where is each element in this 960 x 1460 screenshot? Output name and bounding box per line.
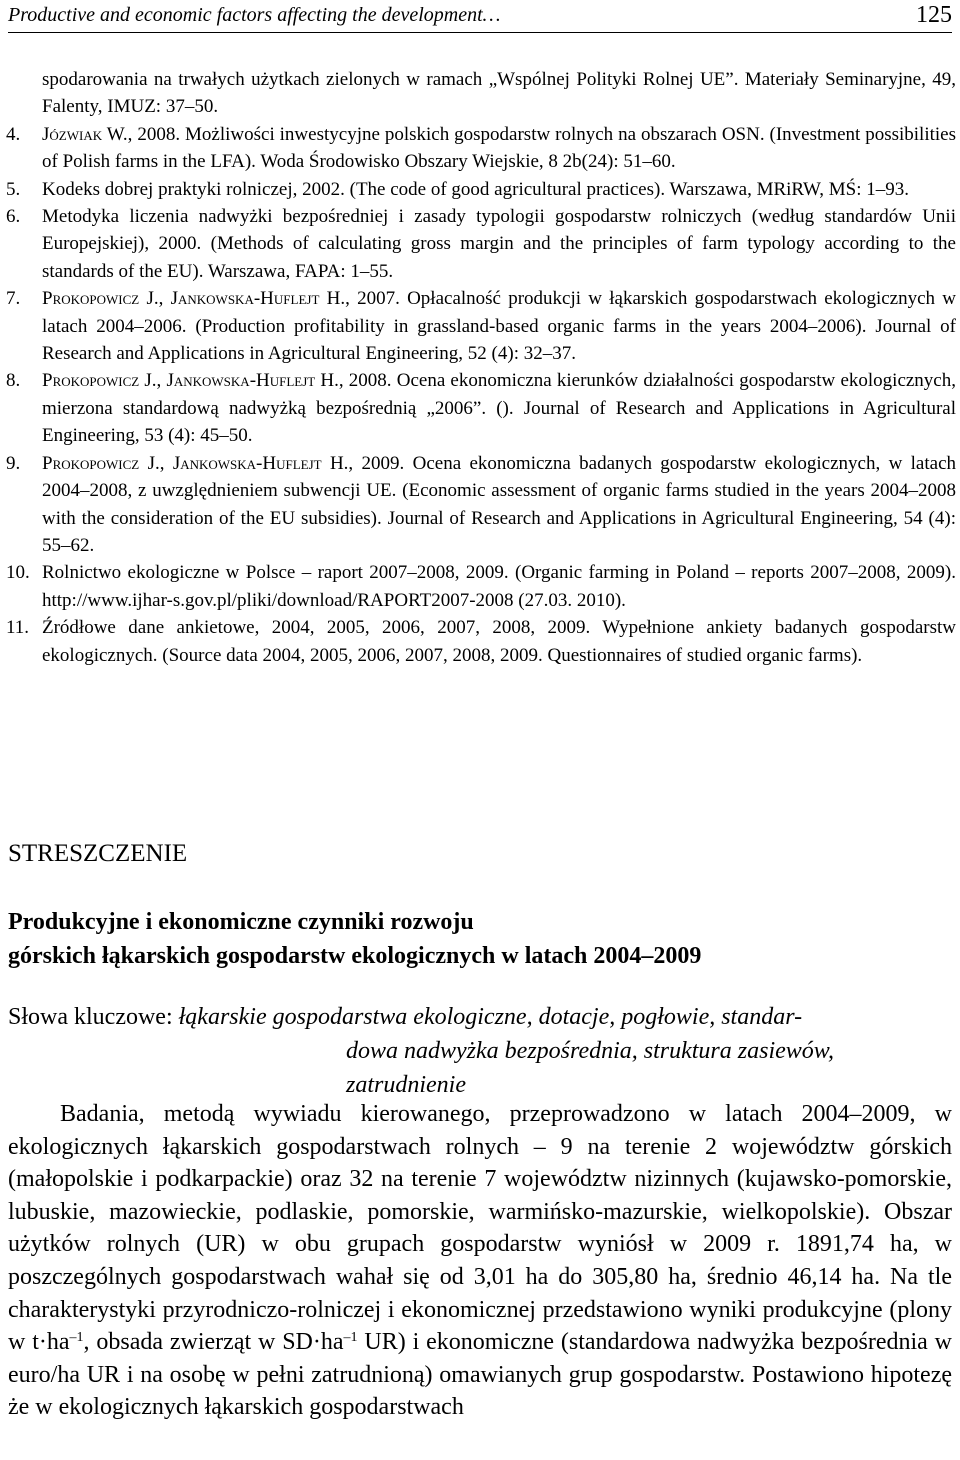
reference-number: 5. [6, 178, 21, 200]
reference-item [42, 66, 956, 121]
reference-number: 9. [6, 452, 21, 474]
reference-item [6, 450, 957, 560]
abstract-paragraph [8, 1098, 952, 1424]
reference-text: Ocena ekonomiczna badanych gospodarstw ekologicznych, w latach 2004–2008, z uwzględnieniem subwencji UE. (Economic assessment of organic farms studied in the years 2004–2008 with the consideration of the EU subsidies). Journal of Research and Applications in Agricultural Engineering, 54 (4): 55–62. [42, 452, 957, 556]
section-heading: STRESZCZENIE [8, 840, 188, 867]
reference-item [6, 559, 956, 614]
reference-number: 10. [6, 562, 30, 584]
reference-authors: Prokopowicz J., Jankowska-Huflejt H., 2009. [42, 452, 405, 474]
summary-title [8, 905, 952, 973]
reference-text: Ocena ekonomiczna kierunków działalności gospodarstw ekologicznych, mierzona standardową nadwyżką bezpośrednią „2006”. (). Journal of Research and Applications in Agricultural Engineering, 53 (4): 45–50. [42, 370, 956, 447]
running-header [8, 2, 952, 33]
reference-item [6, 203, 956, 285]
reference-author-rest: W., 2008. [102, 123, 181, 145]
reference-number: 8. [6, 370, 21, 392]
reference-text: Metodyka liczenia nadwyżki bezpośredniej i zasady typologii gospodarstw rolniczych (według standardów Unii Europejskiej), 2000. (Methods of calculating gross margin and the principles of farm typology according to the standards of the EU). Warszawa, FAPA: 1–55. [42, 206, 956, 282]
reference-item [6, 121, 956, 176]
abstract-text: Badania, metodą wywiadu kierowanego, przeprowadzono w latach 2004–2009, w ekologicznych łąkarskich gospodarstwach rolnych – 9 na terenie 2 województw górskich (małopolskie i podkarpackie) oraz 32 na terenie 7 województw nizinnych (kujawsko-pomorskie, lubuskie, mazowieckie, podlaskie, pomorskie, warmińsko-mazurskie, wielkopolskie). Obszar użytków rolnych (UR) w obu grupach gospodarstw wyniósł w 2009 r. 1891,74 ha, w poszczególnych gospodarstwach wahał się od 3,01 ha do 305,80 ha, średnio 46,14 ha. Na tle charakterystyki przyrodniczo-rolniczej i ekonomicznej przedstawiono wyniki produkcyjne (plony w t·ha [8, 1101, 952, 1356]
reference-author: Józwiak [42, 123, 103, 145]
reference-number: 4. [6, 123, 21, 145]
abstract-superscript: –1 [69, 1330, 84, 1346]
reference-text: Możliwości inwestycyjne polskich gospodarstw rolnych na obszarach OSN. (Investment possibilities of Polish farms in the LFA). Woda Środowisko Obszary Wiejskie, 8 2b(24): 51–60. [42, 123, 956, 173]
keywords [8, 1000, 952, 1102]
reference-authors: Prokopowicz J., Jankowska-Huflejt H., 2008. [42, 370, 392, 392]
reference-text: Źródłowe dane ankietowe, 2004, 2005, 2006, 2007, 2008, 2009. Wypełnione ankiety badanych gospodarstw ekologicznych. (Source data 2004, 2005, 2006, 2007, 2008, 2009. Questionnaires of studied organic farms). [42, 617, 956, 666]
reference-authors: Prokopowicz J., Jankowska-Huflejt H., 2007. [42, 288, 400, 310]
reference-item [6, 176, 956, 203]
keywords-text: łąkarskie gospodarstwa ekologiczne, dotacje, pogłowie, standar- [178, 1004, 803, 1030]
reference-number: 7. [6, 288, 21, 310]
reference-item [6, 367, 956, 449]
keywords-label: Słowa kluczowe: [8, 1004, 179, 1030]
reference-list [6, 66, 957, 669]
reference-text: Rolnictwo ekologiczne w Polsce – raport 2007–2008, 2009. (Organic farming in Poland – reports 2007–2008, 2009). http://www.ijhar-s.gov.pl/pliki/download/RAPORT2007-2008 (27.03. 2010). [42, 562, 956, 611]
reference-text: spodarowania na trwałych użytkach zielonych w ramach „Wspólnej Polityki Rolnej UE”. Materiały Seminaryjne, 49, Falenty, IMUZ: 37–50. [42, 69, 956, 118]
summary-title-line: górskich łąkarskich gospodarstw ekologicznych w latach 2004–2009 [8, 943, 702, 969]
reference-number: 11. [6, 617, 30, 639]
abstract-text: , obsada zwierząt w SD·ha [83, 1329, 344, 1356]
reference-item [6, 614, 956, 669]
reference-item [6, 285, 956, 367]
running-title: Productive and economic factors affecting the development… [8, 4, 501, 26]
reference-number: 6. [6, 206, 21, 228]
abstract-text: UR) i ekonomiczne (standardowa nadwyżka bezpośrednia w euro/ha UR i na osobę w pełni zatrudnioną) omawianych grup gospodarstw. Postawiono hipotezę że w ekologicznych łąkarskich gospodarstwach [8, 1329, 952, 1421]
keywords-text: dowa nadwyżka bezpośrednia, struktura zasiewów, zatrudnienie [346, 1038, 835, 1098]
reference-text: Opłacalność produkcji w łąkarskich gospodarstwach ekologicznych w latach 2004–2006. (Production profitability in grassland-based organic farms in the years 2004–2006). Journal of Research and Applications in Agricultural Engineering, 52 (4): 32–37. [42, 288, 956, 365]
page-number: 125 [916, 2, 952, 28]
reference-text: Kodeks dobrej praktyki rolniczej, 2002. (The code of good agricultural practices). Warszawa, MRiRW, MŚ: 1–93. [42, 178, 909, 200]
summary-title-line: Produkcyjne i ekonomiczne czynniki rozwoju [8, 909, 474, 935]
abstract-superscript: –1 [343, 1330, 358, 1346]
